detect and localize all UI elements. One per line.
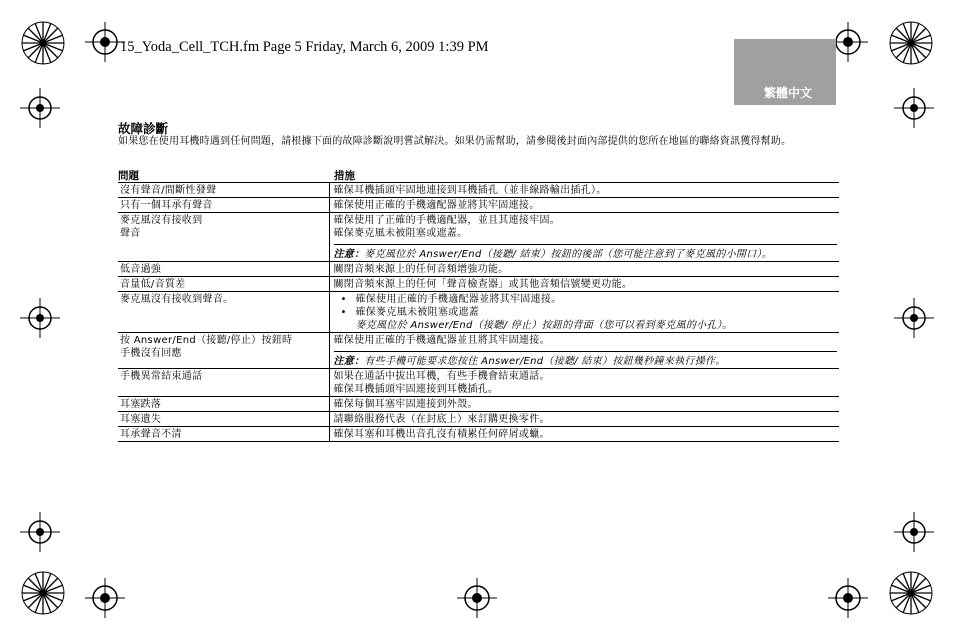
registration-mark-icon bbox=[20, 298, 60, 338]
table-row bbox=[118, 369, 839, 397]
table-row bbox=[118, 183, 839, 198]
bullet-list bbox=[334, 293, 838, 319]
table-row bbox=[118, 333, 839, 369]
sunburst-mark-icon bbox=[20, 20, 66, 66]
table-row bbox=[118, 213, 839, 262]
registration-mark-icon bbox=[828, 578, 868, 618]
solution-cell: 請聯絡服務代表（在封底上）來訂購更換零件。 bbox=[329, 412, 839, 427]
registration-mark-icon bbox=[20, 512, 60, 552]
note: 注意：麥克風位於 Answer/End（接聽/ 結束）按鈕的後部（您可能注意到了麥克風的小開口）。 bbox=[334, 244, 838, 261]
table-row bbox=[118, 277, 839, 292]
solution-cell: 確保耳塞和耳機出音孔沒有積累任何碎屑或蠟。 bbox=[329, 427, 839, 442]
solution-cell: 關閉音頻來源上的任何「聲音檢查器」或其他音頻信號變更功能。 bbox=[329, 277, 839, 292]
registration-mark-icon bbox=[894, 298, 934, 338]
problem-cell: 耳承聲音不清 bbox=[118, 427, 329, 442]
sunburst-mark-icon bbox=[20, 570, 66, 616]
registration-mark-icon bbox=[20, 88, 60, 128]
problem-cell: 麥克風沒有接收到 聲音 bbox=[118, 213, 329, 262]
table-row bbox=[118, 292, 839, 333]
table-row bbox=[118, 198, 839, 213]
sunburst-mark-icon bbox=[888, 570, 934, 616]
list-item: • 確保麥克風未被阻塞或遮蓋 bbox=[356, 306, 838, 319]
registration-mark-icon bbox=[457, 578, 497, 618]
solution-cell: 確保使用正確的手機適配器並且將其牢固連接。 注意：有些手機可能要求您按住 Answer/End（接聽/ 結束）按鈕幾秒鐘來執行操作。 bbox=[329, 333, 839, 369]
solution-cell: 如果在通話中拔出耳機，有些手機會結束通話。 確保耳機插頭牢固連接到耳機插孔。 bbox=[329, 369, 839, 397]
section-intro: 如果您在使用耳機時遇到任何問題，請根據下面的故障診斷說明嘗試解決。如果仍需幫助，請參閱後封面內部提供的您所在地區的聯絡資訊獲得幫助。 bbox=[118, 136, 792, 147]
problem-cell: 音量低/音質差 bbox=[118, 277, 329, 292]
column-header-solution: 措施 bbox=[334, 170, 355, 182]
note: 注意：有些手機可能要求您按住 Answer/End（接聽/ 結束）按鈕幾秒鐘來執行操作。 bbox=[334, 351, 838, 368]
problem-cell: 只有一個耳承有聲音 bbox=[118, 198, 329, 213]
table-row bbox=[118, 262, 839, 277]
problem-cell: 麥克風沒有接收到聲音。 bbox=[118, 292, 329, 333]
table-row bbox=[118, 412, 839, 427]
problem-cell: 低音過強 bbox=[118, 262, 329, 277]
column-header-problem: 問題 bbox=[118, 170, 139, 182]
problem-cell: 按 Answer/End（接聽/停止）按鈕時 手機沒有回應 bbox=[118, 333, 329, 369]
troubleshooting-table bbox=[118, 182, 839, 442]
solution-cell: • 確保使用正確的手機適配器並將其牢固連接。 • 確保麥克風未被阻塞或遮蓋 麥克風位於 Answer/End（接聽/ 停止）按鈕的背面（您可以看到麥克風的小孔）。 bbox=[329, 292, 839, 333]
registration-mark-icon bbox=[85, 578, 125, 618]
registration-mark-icon bbox=[85, 22, 125, 62]
solution-cell: 確保使用了正確的手機適配器，並且其連接牢固。 確保麥克風未被阻塞或遮蓋。 注意：麥克風位於 Answer/End（接聽/ 結束）按鈕的後部（您可能注意到了麥克風的小開口）。 bbox=[329, 213, 839, 262]
registration-mark-icon bbox=[894, 88, 934, 128]
solution-cell: 確保耳機插頭牢固地連接到耳機插孔（並非線路輸出插孔）。 bbox=[329, 183, 839, 198]
section-title: 故障診斷 bbox=[118, 121, 169, 136]
problem-cell: 耳塞跌落 bbox=[118, 397, 329, 412]
solution-cell: 關閉音頻來源上的任何音頻增強功能。 bbox=[329, 262, 839, 277]
list-item: • 確保使用正確的手機適配器並將其牢固連接。 bbox=[356, 293, 838, 306]
solution-cell: 確保使用正確的手機適配器並將其牢固連接。 bbox=[329, 198, 839, 213]
sunburst-mark-icon bbox=[888, 20, 934, 66]
registration-mark-icon bbox=[894, 512, 934, 552]
table-row bbox=[118, 427, 839, 442]
problem-cell: 沒有聲音/間斷性發聲 bbox=[118, 183, 329, 198]
solution-cell: 確保每個耳塞牢固連接到外殼。 bbox=[329, 397, 839, 412]
problem-cell: 耳塞遺失 bbox=[118, 412, 329, 427]
language-tab-label: 繁體中文 bbox=[763, 86, 812, 100]
table-row bbox=[118, 397, 839, 412]
page-header-file-info: 15_Yoda_Cell_TCH.fm Page 5 Friday, March 6, 2009 1:39 PM bbox=[120, 39, 489, 55]
problem-cell: 手機異常結束通話 bbox=[118, 369, 329, 397]
language-tab bbox=[734, 39, 836, 105]
